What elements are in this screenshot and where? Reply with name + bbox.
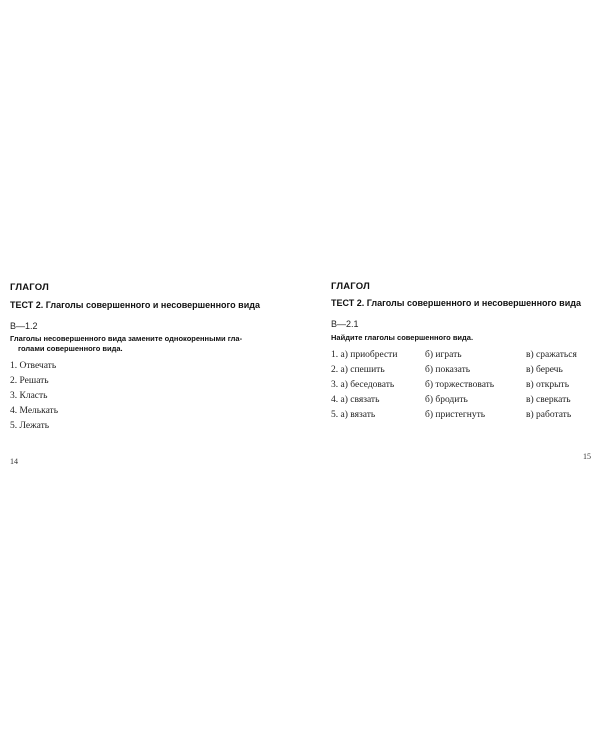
page-number: 15 (583, 452, 591, 461)
list-item: 3. Класть (10, 391, 48, 401)
option-a: 4. а) связать (331, 395, 380, 405)
test-title: ТЕСТ 2. Глаголы совершенного и несовершенного вида (331, 298, 581, 308)
option-a: 5. а) вязать (331, 410, 376, 420)
option-a: 2. а) спешить (331, 365, 385, 375)
variant-label: В—1.2 (10, 321, 38, 331)
test-title: ТЕСТ 2. Глаголы совершенного и несовершенного вида (10, 300, 260, 310)
list-item: 2. Решать (10, 376, 49, 386)
option-c: в) работать (526, 410, 572, 420)
right-page (300, 0, 600, 750)
section-heading: ГЛАГОЛ (10, 282, 49, 293)
list-item: 5. Лежать (10, 421, 50, 431)
task-instruction (10, 334, 278, 354)
instruction-line: Глаголы несовершенного вида замените однокоренными гла- (10, 334, 243, 343)
list-item: 4. Мелькать (10, 406, 59, 416)
option-c: в) открыть (526, 380, 570, 390)
option-c: в) сверкать (526, 395, 571, 405)
option-b: б) пристегнуть (425, 410, 486, 420)
option-b: б) играть (425, 350, 462, 360)
option-b: б) бродить (425, 395, 468, 405)
option-c: в) беречь (526, 365, 563, 375)
option-c: в) сражаться (526, 350, 577, 360)
option-b: б) показать (425, 365, 471, 375)
variant-label: В—2.1 (331, 319, 359, 329)
task-instruction: Найдите глаголы совершенного вида. (331, 333, 474, 342)
list-item: 1. Отвечать (10, 361, 57, 371)
instruction-line: голами совершенного вида. (18, 344, 123, 353)
option-b: б) торжествовать (425, 380, 495, 390)
section-heading: ГЛАГОЛ (331, 281, 370, 292)
verb-list (10, 359, 58, 434)
option-a: 1. а) приобрести (331, 350, 398, 360)
page-number: 14 (10, 457, 18, 466)
option-a: 3. а) беседовать (331, 380, 395, 390)
